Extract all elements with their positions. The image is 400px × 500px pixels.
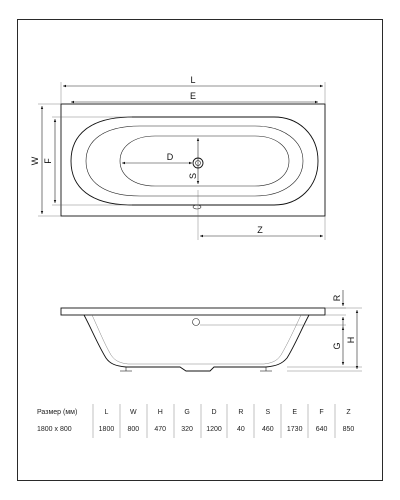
specs-header-G: G [184, 409, 190, 416]
specs-value-S: 460 [261, 426, 274, 433]
dim-D-label: D [166, 152, 174, 162]
dim-W-label: W [30, 156, 40, 166]
specs-value-G: 320 [181, 426, 193, 433]
specs-header-S: S [265, 409, 271, 416]
tub-bottom [120, 136, 289, 186]
specs-value-Z: 850 [342, 426, 355, 433]
overflow [193, 205, 201, 209]
dim-L-label: L [190, 75, 196, 85]
specs-header-L: L [104, 409, 109, 416]
specs-header-size: Размер (мм) [37, 409, 78, 416]
specs-header-H: H [157, 409, 163, 416]
specs-header-Z: Z [346, 409, 351, 416]
specs-value-R: 40 [237, 426, 245, 433]
tub-middle-contour [86, 126, 303, 196]
specs-value-F: 640 [315, 426, 328, 433]
dim-G-label: G [332, 342, 342, 350]
tub-side-body [84, 315, 309, 371]
specs-header-D: D [211, 409, 217, 416]
tub-side-rim [61, 308, 325, 315]
specs-value-E: 1730 [286, 426, 303, 433]
specs-value-L: 1800 [98, 426, 115, 433]
specs-value-row [37, 421, 362, 438]
tub-side-inner [92, 315, 301, 364]
specs-table [37, 404, 362, 438]
dim-H-label: H [346, 336, 356, 344]
specs-header-W: W [130, 409, 137, 416]
dim-S-label: S [188, 172, 198, 180]
specs-value-W: 800 [127, 426, 140, 433]
tub-outer-basin [71, 117, 318, 205]
dim-E-label: E [189, 91, 197, 101]
dim-R-label: R [332, 294, 342, 302]
specs-header-R: R [238, 409, 244, 416]
dim-Z-label: Z [257, 225, 263, 235]
specs-value-D: 1200 [206, 426, 222, 433]
specs-value-H: 470 [154, 426, 167, 433]
top-view [30, 75, 325, 240]
specs-header-row [37, 404, 362, 421]
side-view [61, 290, 362, 371]
specs-header-E: E [292, 409, 298, 416]
side-overflow [193, 319, 200, 326]
specs-value-size: 1800 x 800 [37, 426, 72, 433]
specs-header-F: F [319, 409, 324, 416]
tub-outer-rim [61, 104, 325, 216]
dim-F-label: F [43, 158, 53, 164]
